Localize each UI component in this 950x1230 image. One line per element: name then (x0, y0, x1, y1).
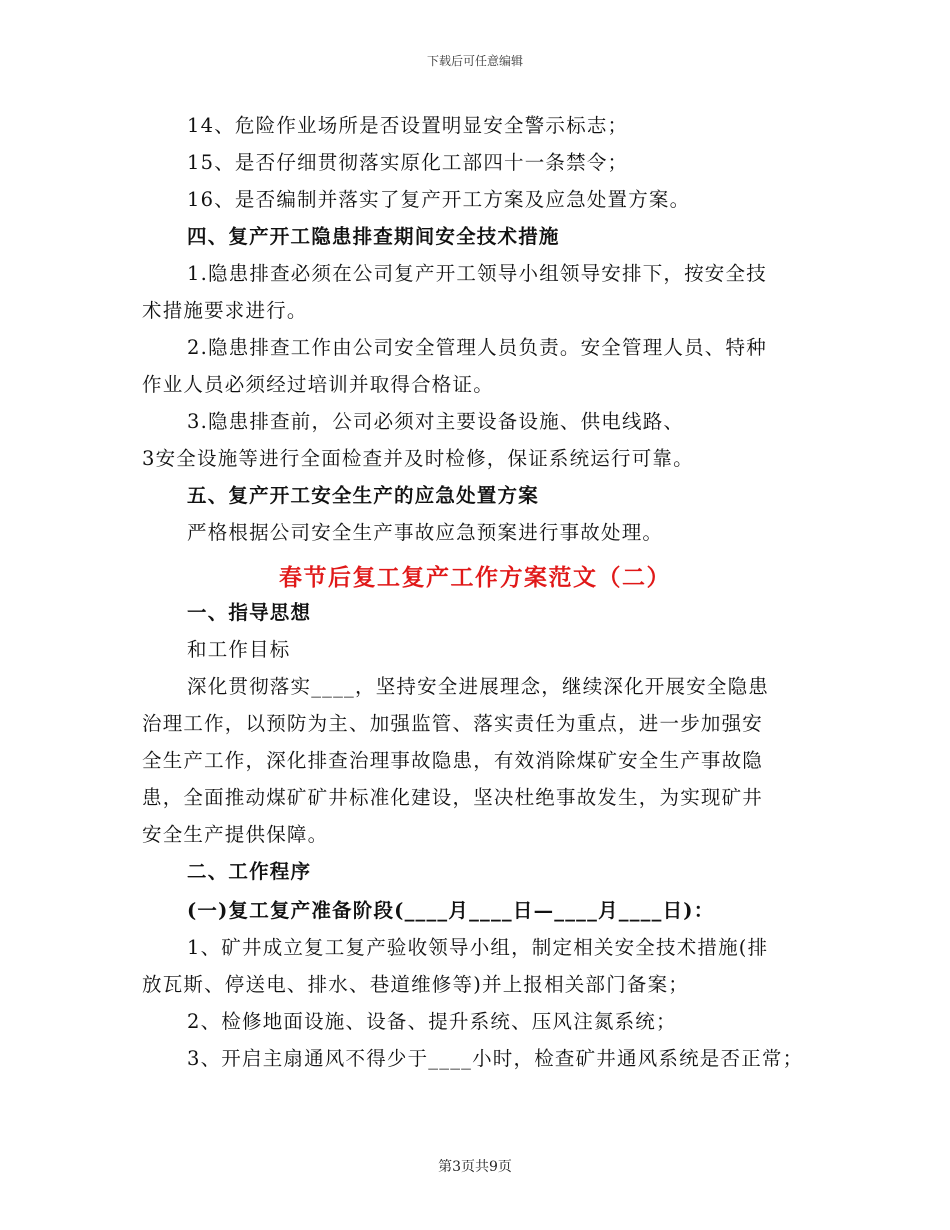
document-title: 春节后复工复产工作方案范文（二） (279, 564, 671, 591)
paragraph-line: 术措施要求进行。 (142, 299, 308, 322)
paragraph-line: 患，全面推动煤矿矿井标准化建设，坚决杜绝事故发生，为实现矿井 (142, 786, 764, 809)
page-number: 第3页共9页 (438, 1159, 512, 1175)
paragraph-line: 3.隐患排查前，公司必须对主要设备设施、供电线路、 (187, 410, 685, 433)
paragraph-line: 深化贯彻落实____，坚持安全进展理念，继续深化开展安全隐患 (187, 675, 770, 698)
section-heading: 四、复产开工隐患排查期间安全技术措施 (187, 225, 560, 248)
paragraph-line: 治理工作，以预防为主、加强监管、落实责任为重点，进一步加强安 (142, 712, 764, 735)
list-item: 16、是否编制并落实了复产开工方案及应急处置方案。 (187, 188, 691, 211)
paragraph-line: 2.隐患排查工作由公司安全管理人员负责。安全管理人员、特种 (187, 336, 767, 359)
subsection-heading: (一)复工复产准备阶段(____月____日—____月____日)： (187, 899, 715, 922)
section-heading: 五、复产开工安全生产的应急处置方案 (187, 484, 539, 507)
section-heading: 二、工作程序 (187, 860, 312, 883)
list-item: 3、开启主扇通风不得少于____小时，检查矿井通风系统是否正常； (187, 1047, 804, 1070)
paragraph-line: 全生产工作，深化排查治理事故隐患，有效消除煤矿安全生产事故隐 (142, 749, 764, 772)
paragraph-line: 作业人员必须经过培训并取得合格证。 (142, 373, 494, 396)
list-item: 15、是否仔细贯彻落实原化工部四十一条禁令； (187, 151, 629, 174)
list-item: 放瓦斯、停送电、排水、巷道维修等)并上报相关部门备案； (142, 973, 690, 996)
list-item: 14、危险作业场所是否设置明显安全警示标志； (187, 114, 629, 137)
list-item: 2、检修地面设施、设备、提升系统、压风注氮系统； (187, 1010, 677, 1033)
paragraph-line: 1.隐患排查必须在公司复产开工领导小组领导安排下，按安全技 (187, 262, 767, 285)
section-heading: 一、指导思想 (187, 601, 312, 624)
list-item: 1、矿井成立复工复产验收领导小组，制定相关安全技术措施(排 (187, 936, 769, 959)
paragraph-line: 和工作目标 (187, 638, 291, 661)
page-header-note: 下载后可任意编辑 (426, 54, 523, 68)
paragraph-line: 3安全设施等进行全面检查并及时检修，保证系统运行可靠。 (142, 447, 694, 470)
paragraph-line: 安全生产提供保障。 (142, 823, 329, 846)
paragraph-line: 严格根据公司安全生产事故应急预案进行事故处理。 (187, 521, 664, 544)
